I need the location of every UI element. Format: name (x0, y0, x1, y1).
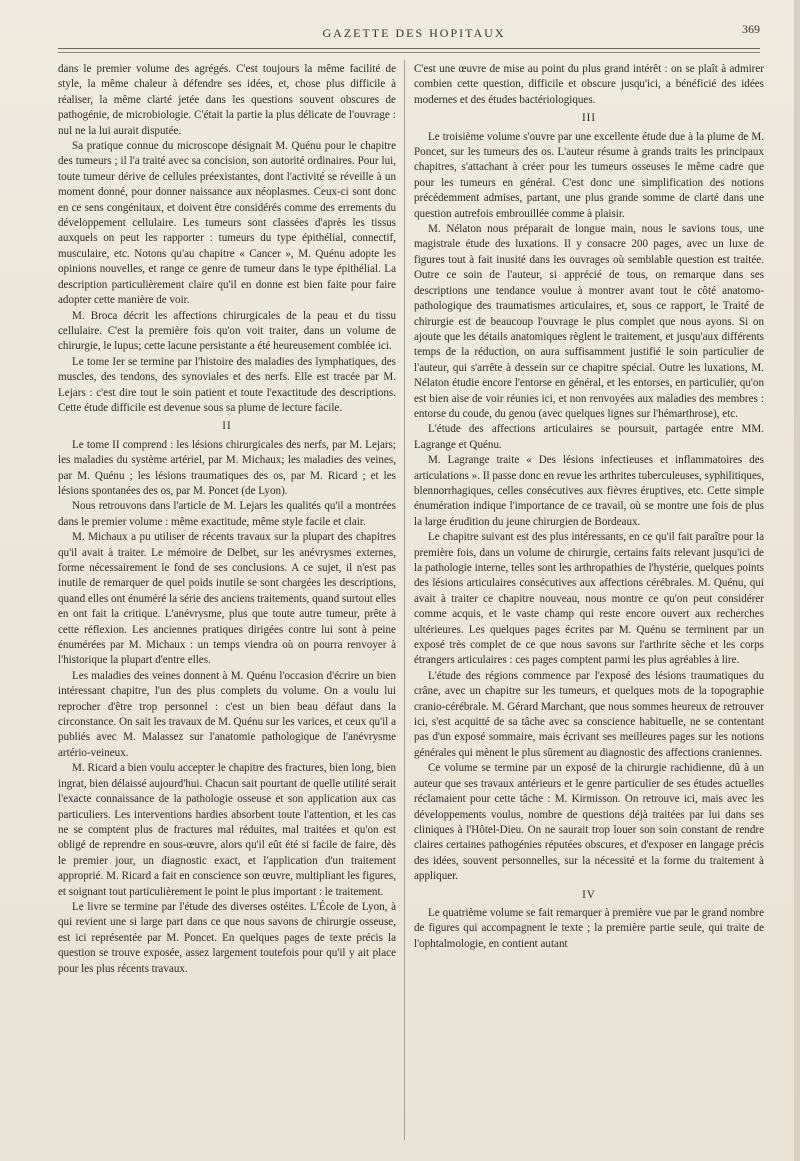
article-paragraph: Le livre se termine par l'étude des diverses ostéites. L'École de Lyon, à qui revient une si large part dans ce que nous savons de chirurgie osseuse, est ici représentée par M. Poncet. En quelques pages de texte précis la question se trouve exposée, assez largement toutefois pour qu'il y ait place pour les plus récents travaux. (58, 900, 396, 975)
header-rule-secondary (58, 52, 760, 53)
article-paragraph: Le quatrième volume se fait remarquer à première vue par le grand nombre de figures qui accompagnent le texte ; la première partie seule, qui traite de l'ophtalmologie, en contient autant (414, 906, 764, 950)
article-paragraph: M. Broca décrit les affections chirurgicales de la peau et du tissu cellulaire. C'est la première fois qu'on voit traiter, dans un volume de chirurgie, le lupus; cette lacune persistante a été heureusement comblée ici. (58, 309, 396, 353)
article-paragraph: dans le premier volume des agrégés. C'est toujours la même facilité de style, la même chaleur à défendre ses idées, et, chose plus difficile à réaliser, la même clarté jetée dans les questions souvent obscures de pathogénie, de microbiologie. C'était la partie la plus délicate de l'ouvrage : nul ne la lui aurait disputée. (58, 63, 396, 137)
right-column (414, 62, 764, 952)
article-paragraph: Le chapitre suivant est des plus intéressants, en ce qu'il fait paraître pour la première fois, dans un volume de chirurgie, certains faits relevant jusqu'ici de la pathologie interne, telles sont les arthropathies de l'hystérie, quelques points des lésions articulaires consécutives aux affections cérébrales. M. Quénu, qui avait à traiter ce chapitre nouveau, nous montre ce qu'on peut considérer comme acquis, et le vaste champ qui reste encore ouvert aux recherches ultérieures. Les quelques pages écrites par M. Quénu se terminent par un exposé très complet de ce que nous savons sur l'arthrite sèche et les corps étrangers articulaires : ces pages comptent parmi les plus agréables à lire. (414, 531, 764, 667)
page-header (58, 22, 770, 44)
section-heading: IV (582, 888, 596, 901)
article-paragraph: L'étude des régions commence par l'exposé des lésions traumatiques du crâne, avec un chapitre sur les tumeurs, et quelques mots de la topographie cranio-cérébrale. M. Gérard Marchant, que nous sommes heureux de retrouver ici, s'est acquitté de sa tâche avec sa conscience habituelle, ne se contentant pas d'un exposé sommaire, mais écrivant ses meilleures pages sur les notions générales qui mènent le plus sûrement au diagnostic des affections craniennes. (414, 669, 764, 759)
journal-title: GAZETTE DES HOPITAUX (322, 26, 506, 40)
article-paragraph: Ce volume se termine par un exposé de la chirurgie rachidienne, dû à un auteur que ses travaux antérieurs et le genre particulier de ses études actuelles réclamaient pour cette tâche : M. Kirmisson. On retrouve ici, mais avec les développements voulus, nombre de questions déjà traitées par lui dans ses cliniques à l'Hôtel-Dieu. On ne saurait trop louer son soin constant de rendre claires certaines pathogénies réputées obscures, et d'exposer en langage précis des idées, souvent personnelles, sur la nécessité et la forme du traitement à appliquer. (414, 762, 764, 883)
article-paragraph: M. Ricard a bien voulu accepter le chapitre des fractures, bien long, bien ingrat, bien délaissé aujourd'hui. Chacun sait pourtant de quelle utilité serait l'exacte connaissance de la pathologie osseuse et son application aux cas particuliers. Les interventions hardies absorbent toute l'attention, et les cas ne se comptent plus de fractures mal réduites, mal traitées et qu'on est obligé de reprendre en sous-œuvre, alors qu'il eût été si facile de faire, dès le premier jour, un diagnostic exact, et l'application d'un traitement approprié. M. Ricard a fait en conscience son œuvre, multipliant les figures, et soignant tout particulièrement le point le plus important : le traitement. (58, 762, 396, 898)
article-paragraph: M. Lagrange traite « Des lésions infectieuses et inflammatoires des articulations ». Il passe donc en revue les arthrites tuberculeuses, syphilitiques, blennorrhagiques, celles consécutives aux fièvres éruptives, etc. Cette simple énumération indique l'importance de ce travail, où se montre une fois de plus la large érudition du jeune chirurgien de Bordeaux. (414, 454, 764, 528)
article-paragraph: C'est une œuvre de mise au point du plus grand intérêt : on se plaît à admirer combien cette question, difficile et obscure jusqu'ici, a bénéficié des idées modernes et des études bactériologiques. (414, 63, 764, 106)
article-paragraph: Nous retrouvons dans l'article de M. Lejars les qualités qu'il a montrées dans le premier volume : même exactitude, même style facile et clair. (58, 500, 396, 528)
article-paragraph: Le tome II comprend : les lésions chirurgicales des nerfs, par M. Lejars; les maladies du système artériel, par M. Michaux; les maladies des veines, par M. Quénu ; les lésions traumatiques des os, par M. Ricard ; et les lésions spontanées des os, par M. Poncet (de Lyon). (58, 438, 396, 497)
article-paragraph: Le tome Ier se termine par l'histoire des maladies des lymphatiques, des muscles, des tendons, des synoviales et des nerfs. Elle est tracée par M. Lejars : c'est dire tout le soin patient et toute l'exactitude des descriptions. Cette étude difficile est devenue sous sa plume de lecture facile. (58, 355, 396, 414)
article-paragraph: Le troisième volume s'ouvre par une excellente étude due à la plume de M. Poncet, sur les tumeurs des os. L'auteur résume à grands traits les principaux chapitres, s'attachant à créer pour les tumeurs osseuses le même cadre que pour les tumeurs en général. C'est donc une simplification des notions précédemment admises, partant, une plus grande somme de clarté dans une question autrefois embrouillée comme à plaisir. (414, 130, 764, 220)
page-number: 369 (742, 22, 760, 36)
article-paragraph: Sa pratique connue du microscope désignait M. Quénu pour le chapitre des tumeurs ; il l'a traité avec sa concision, son autorité ordinaires. Pour lui, toute tumeur dérive de cellules préexistantes, dont l'activité se réveille à un moment donné, pour donner naissance aux néoplasmes. Ceux-ci sont donc en ce sens congénitaux, et doivent être considérés comme des errements du développement cellulaire. Les tumeurs sont classées d'après les tissus auxquels on peut les rapporter : tumeurs du type épithélial, connectif, musculaire, etc. Notons qu'au chapitre « Cancer », M. Quénu adopte les opinions nouvelles, et range ce genre de tumeur dans le type épithélial. La description particulièrement claire qu'il en donne est bien faite pour faire adopter cette manière de voir. (58, 140, 396, 307)
header-rule (58, 48, 760, 49)
article-paragraph: L'étude des affections articulaires se poursuit, partagée entre MM. Lagrange et Quénu. (414, 423, 764, 451)
article-paragraph: Les maladies des veines donnent à M. Quénu l'occasion d'écrire un bien intéressant chapitre, l'un des plus complets du volume. On a voulu lui reprocher d'être trop personnel : c'est un bien beau défaut dans la circonstance. On sait les travaux de M. Quénu sur les varices, et ceux qu'il a publiés avec M. Malassez sur l'anatomie pathologique de l'anévrysme artério-veineux. (58, 669, 396, 759)
section-heading: II (222, 420, 232, 433)
page-edge (794, 0, 800, 1161)
article-paragraph: M. Michaux a pu utiliser de récents travaux sur la plupart des chapitres qu'il avait à traiter. Le mémoire de Delbet, sur les anévrysmes externes, forme nécessairement le fond de ses conclusions. A ce sujet, il n'est pas inutile de remarquer de quel poids inutile se sont chargées les descriptions, quand elles ont énuméré la série des anciens traitements, quand surtout elles en ont fait la critique. L'anévrysme, plus que toute autre tumeur, prête à cette réflexion. Les anciennes pratiques dirigées contre lui sont à peine énumérées par M. Michaux : un temps viendra où on pourra renvoyer à l'historique la plupart d'entre elles. (58, 531, 396, 667)
article-paragraph: M. Nélaton nous préparait de longue main, nous le savions tous, une magistrale étude des luxations. Il y consacre 200 pages, avec un luxe de figures tout à fait inusité dans les ouvrages où semblable question est traitée. Outre ce soin de l'auteur, si apprécié de tous, on remarque dans ses descriptions une tendance voulue à montrer avant tout le côté anatomo-pathologique des traumatismes articulaires, et, sous ce rapport, le Traité de chirurgie est de beaucoup l'ouvrage le plus complet que nous ayons. Si on ajoute que les détails anatomiques règlent le traitement, et jusqu'aux différents temps de la réduction, on aura suffisamment justifié le soin particulier de l'auteur, qui s'arrête à dessein sur ce chapitre spécial. Outre les luxations, M. Nélaton étudie encore l'entorse en général, et les entorses, en particulier, qu'on est bien aise de voir réunies ici, et non renvoyées aux maladies des membres : entorse du coude, du genou (avec quelques lignes sur l'hémarthrose), etc. (414, 223, 764, 420)
left-column (58, 62, 396, 977)
column-divider (404, 60, 405, 1140)
section-heading: III (581, 112, 597, 125)
